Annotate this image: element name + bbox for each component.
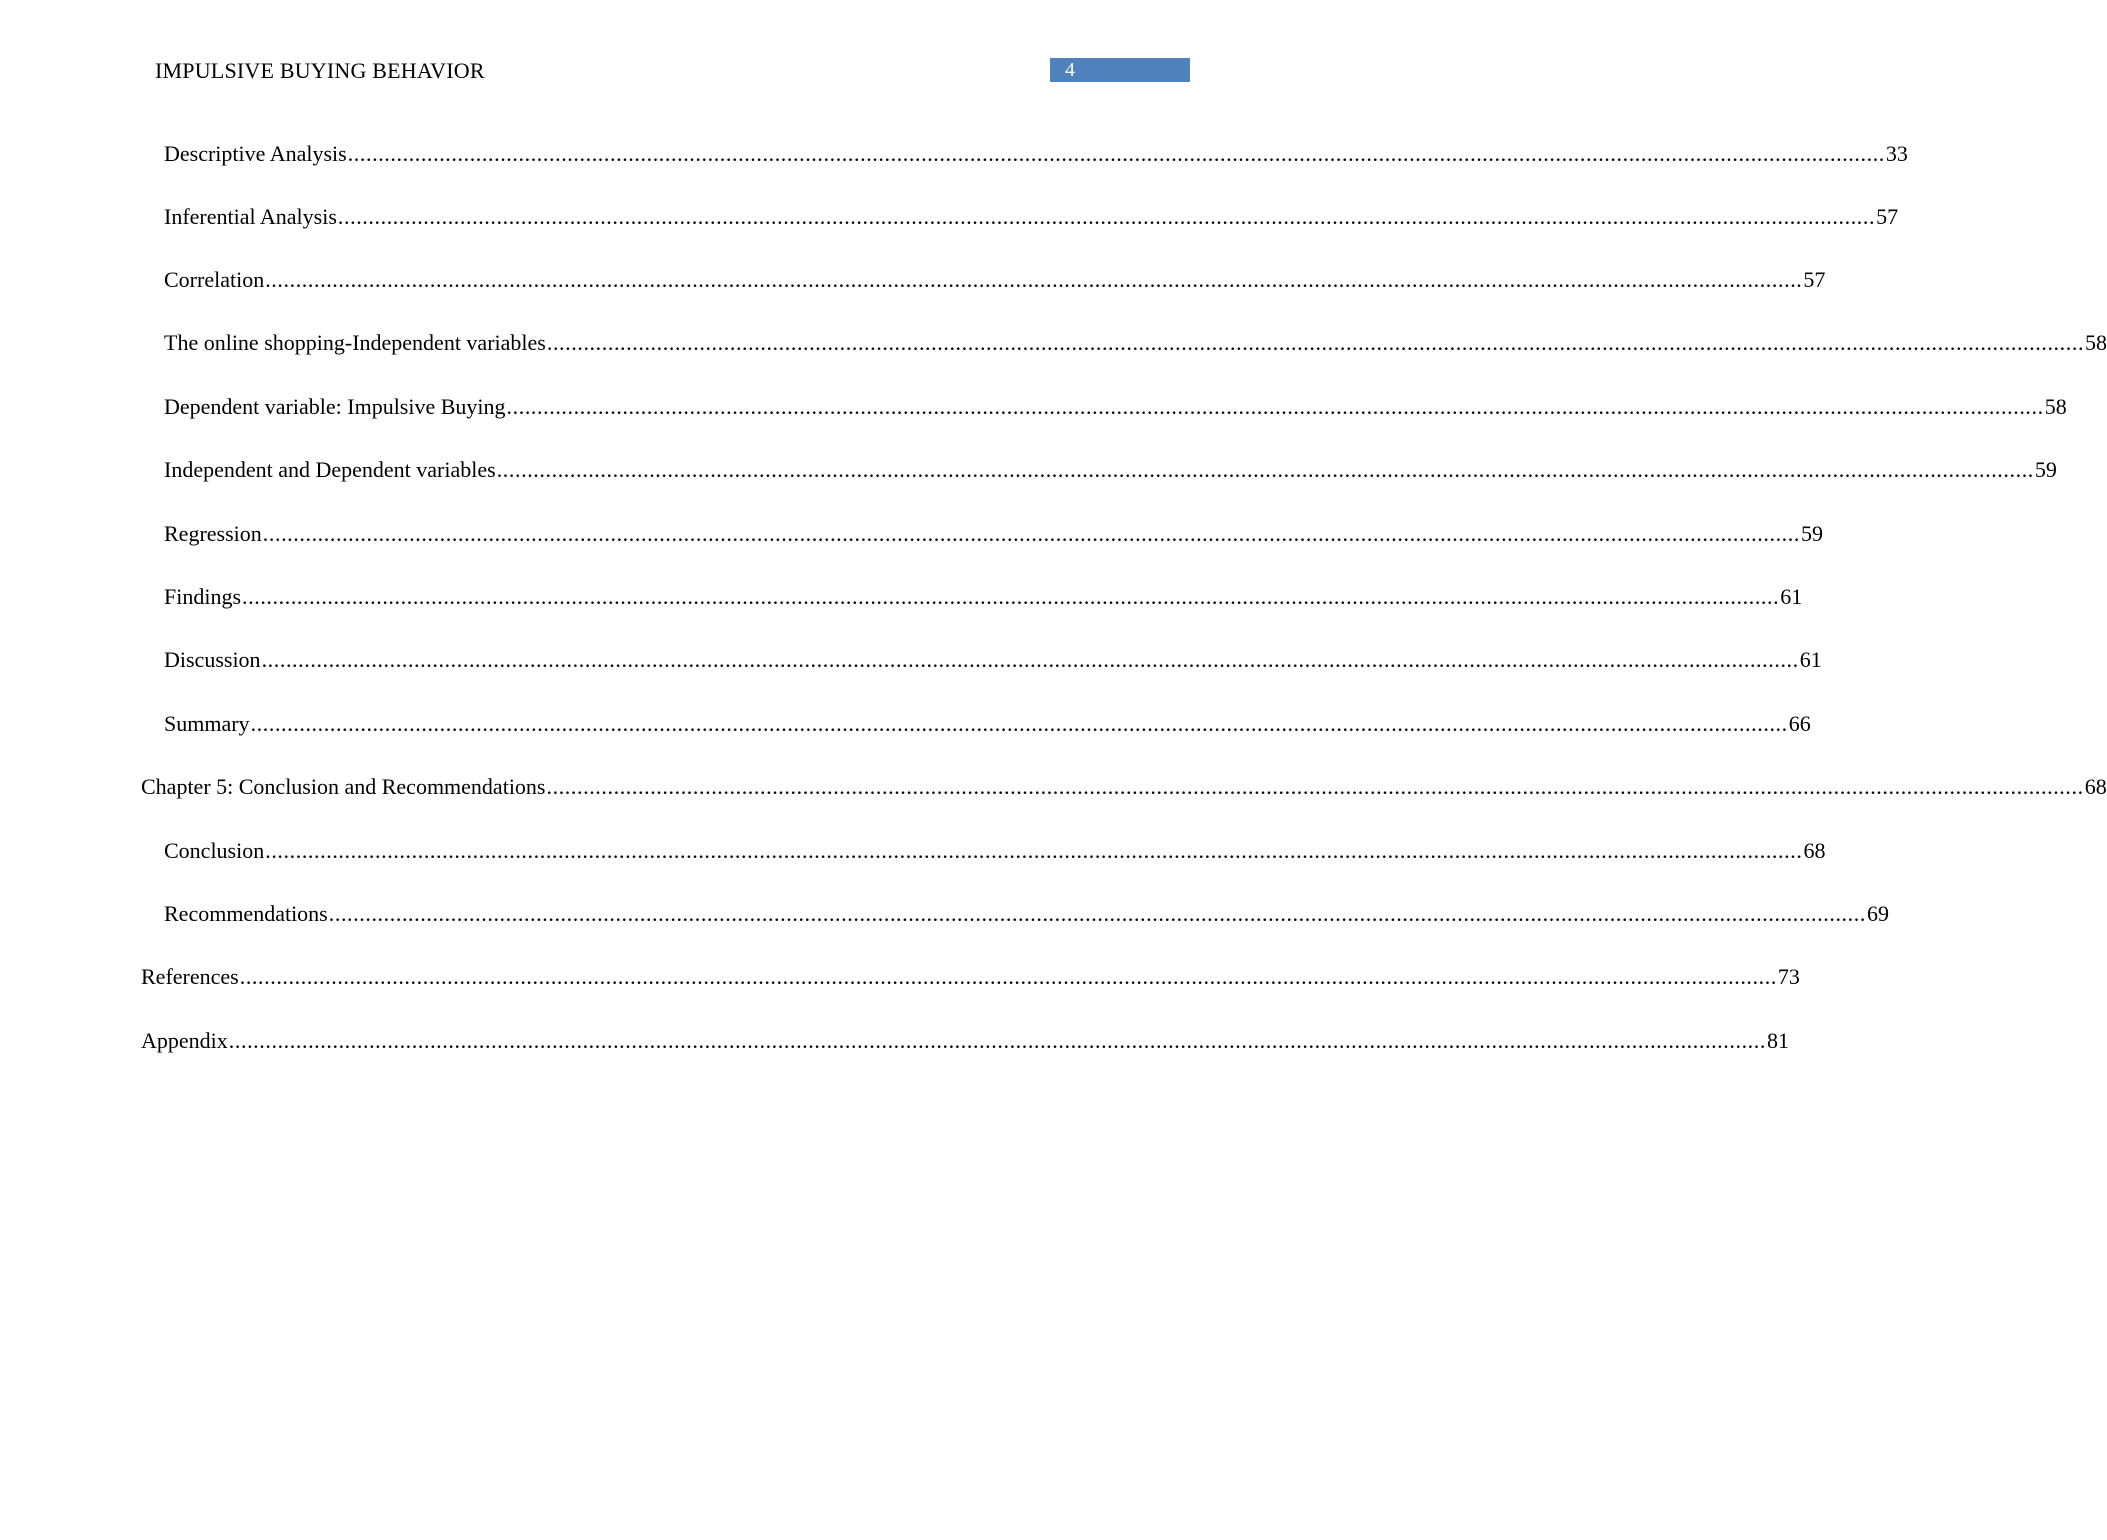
toc-entry-online-shopping-independent-variables[interactable] (164, 329, 2107, 357)
toc-entry-discussion[interactable] (164, 646, 1822, 674)
toc-entry-title: Inferential Analysis (164, 204, 337, 229)
toc-entry-findings[interactable] (164, 583, 1803, 611)
toc-entry-inferential-analysis[interactable] (164, 203, 1899, 231)
toc-entry-page: 68 (1803, 838, 1826, 863)
toc-entry-recommendations[interactable] (164, 900, 1889, 928)
toc-dot-leader: ............................................................................................................................................................................................................................................................ (250, 711, 1788, 736)
toc-dot-leader: ............................................................................................................................................................................................................................................................ (228, 1028, 1766, 1053)
toc-entry-references[interactable] (141, 963, 1800, 991)
toc-entry-title: Recommendations (164, 901, 328, 926)
toc-entry-page: 61 (1780, 584, 1803, 609)
toc-entry-page: 33 (1885, 141, 1908, 166)
toc-entry-title: Findings (164, 584, 242, 609)
toc-dot-leader: ............................................................................................................................................................................................................................................................ (242, 584, 1780, 609)
toc-dot-leader: ............................................................................................................................................................................................................................................................ (265, 267, 1803, 292)
toc-dot-leader: ............................................................................................................................................................................................................................................................ (239, 964, 1777, 989)
toc-entry-page: 69 (1866, 901, 1889, 926)
toc-entry-title: Correlation (164, 267, 265, 292)
page-number: 4 (1065, 59, 1075, 81)
toc-entry-regression[interactable] (164, 520, 1823, 548)
toc-dot-leader: ............................................................................................................................................................................................................................................................ (265, 838, 1803, 863)
toc-dot-leader: ............................................................................................................................................................................................................................................................ (337, 204, 1876, 229)
toc-dot-leader: ............................................................................................................................................................................................................................................................ (496, 457, 2034, 482)
toc-dot-leader: ............................................................................................................................................................................................................................................................ (546, 774, 2084, 799)
toc-entry-title: Dependent variable: Impulsive Buying (164, 394, 506, 419)
toc-entry-correlation[interactable] (164, 266, 1826, 294)
toc-dot-leader: ............................................................................................................................................................................................................................................................ (328, 901, 1866, 926)
toc-entry-title: Discussion (164, 647, 261, 672)
toc-dot-leader: ............................................................................................................................................................................................................................................................ (546, 330, 2085, 355)
toc-entry-independent-and-dependent-variables[interactable] (164, 456, 2057, 484)
toc-entry-title: Conclusion (164, 838, 265, 863)
toc-entry-appendix[interactable] (141, 1027, 1789, 1055)
toc-entry-descriptive-analysis[interactable] (164, 140, 1908, 168)
toc-entry-page: 57 (1803, 267, 1826, 292)
toc-entry-page: 59 (2034, 457, 2057, 482)
toc-entry-page: 73 (1777, 964, 1800, 989)
toc-entry-title: Descriptive Analysis (164, 141, 347, 166)
toc-entry-title: Summary (164, 711, 250, 736)
toc-entry-title: References (141, 964, 239, 989)
toc-entry-title: Appendix (141, 1028, 228, 1053)
toc-entry-page: 61 (1799, 647, 1822, 672)
toc-dot-leader: ............................................................................................................................................................................................................................................................ (261, 647, 1799, 672)
toc-dot-leader: ............................................................................................................................................................................................................................................................ (262, 521, 1800, 546)
toc-entry-page: 81 (1766, 1028, 1789, 1053)
running-header-title: IMPULSIVE BUYING BEHAVIOR (155, 58, 485, 83)
toc-entry-conclusion[interactable] (164, 837, 1826, 865)
toc-entry-chapter-5[interactable] (141, 773, 2107, 801)
toc-entry-summary[interactable] (164, 710, 1811, 738)
toc-entry-title: Chapter 5: Conclusion and Recommendations (141, 774, 546, 799)
toc-entry-title: Independent and Dependent variables (164, 457, 496, 482)
toc-dot-leader: ............................................................................................................................................................................................................................................................ (347, 141, 1885, 166)
toc-entry-page: 58 (2044, 394, 2067, 419)
toc-entry-title: The online shopping-Independent variables (164, 330, 546, 355)
toc-entry-title: Regression (164, 521, 262, 546)
toc-entry-dependent-variable[interactable] (164, 393, 2067, 421)
toc-entry-page: 59 (1800, 521, 1823, 546)
toc-entry-page: 57 (1876, 204, 1899, 229)
toc-entry-page: 68 (2084, 774, 2107, 799)
toc-entry-page: 66 (1788, 711, 1811, 736)
toc-dot-leader: ............................................................................................................................................................................................................................................................ (506, 394, 2044, 419)
toc-entry-page: 58 (2085, 330, 2107, 355)
